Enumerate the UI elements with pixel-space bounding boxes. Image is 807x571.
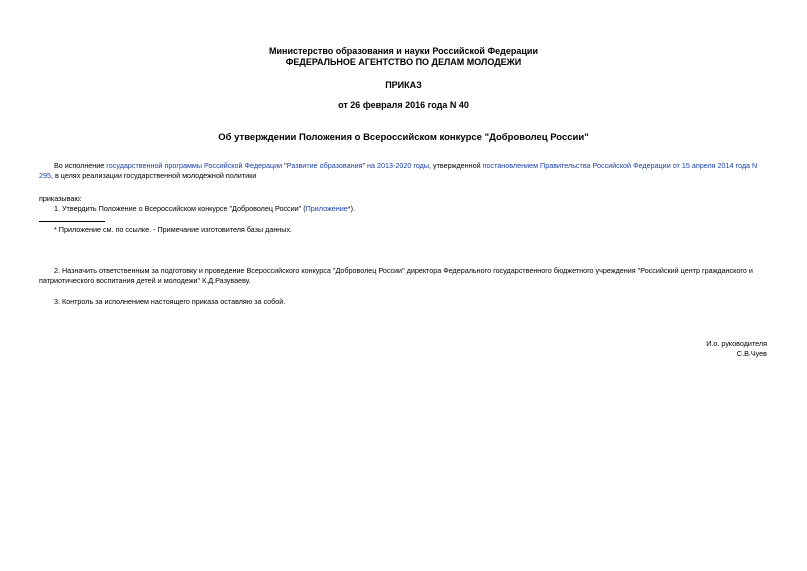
preamble-text-4: , утвержденной (429, 161, 483, 170)
link-education-development[interactable]: Развитие образования (286, 161, 363, 170)
link-government-decree[interactable]: постановлением Правительства Российской Федерации от 15 апреля 2014 года N (482, 161, 758, 170)
ministry-name: Министерство образования и науки Российской Федерации (269, 46, 538, 56)
order-word: приказываю: (39, 194, 82, 203)
link-decree-number[interactable]: 295 (39, 171, 51, 180)
preamble-text-1: Во исполнение (54, 161, 107, 170)
doc-type: ПРИКАЗ (385, 80, 422, 90)
link-years-2013-2020[interactable]: на 2013-2020 годы (367, 161, 430, 170)
preamble-text-3: " (362, 161, 368, 170)
doc-date: от 26 февраля 2016 года N 40 (338, 100, 469, 110)
preamble-line-2 (39, 171, 256, 181)
order-item-1 (54, 204, 355, 214)
agency-name: ФЕДЕРАЛЬНОЕ АГЕНТСТВО ПО ДЕЛАМ МОЛОДЕЖИ (285, 57, 522, 67)
preamble-text-5: , в целях реализации государственной молодежной политики (51, 171, 257, 180)
preamble-line-1 (54, 161, 757, 171)
footnote-divider (39, 221, 105, 222)
footnote-text: * Приложение см. по ссылке. - Примечание изготовителя базы данных. (54, 225, 293, 234)
link-appendix[interactable]: Приложение (305, 204, 348, 213)
order-item-2-line-1: 2. Назначить ответственным за подготовку и проведение Всероссийского конкурса "Доброволец России" директора Федерального государственного бюджетного учреждения "Российский центр гражданского и (54, 266, 753, 275)
doc-title: Об утверждении Положения о Всероссийском конкурсе "Доброволец России" (218, 132, 589, 143)
signature-position: И.о. руководителя (706, 339, 767, 348)
signature-name: С.В.Чуев (736, 349, 767, 358)
order-item-3: 3. Контроль за исполнением настоящего приказа оставляю за собой. (54, 297, 286, 306)
item1-text-2: *). (347, 204, 355, 213)
order-item-2-line-2: патриотического воспитания детей и молодежи" К.Д.Разуваеву. (39, 276, 251, 285)
preamble-text-2: " (282, 161, 287, 170)
link-state-program[interactable]: государственной программы Российской Федерации (106, 161, 283, 170)
item1-text-1: 1. Утвердить Положение о Всероссийском конкурсе "Доброволец России" ( (54, 204, 306, 213)
